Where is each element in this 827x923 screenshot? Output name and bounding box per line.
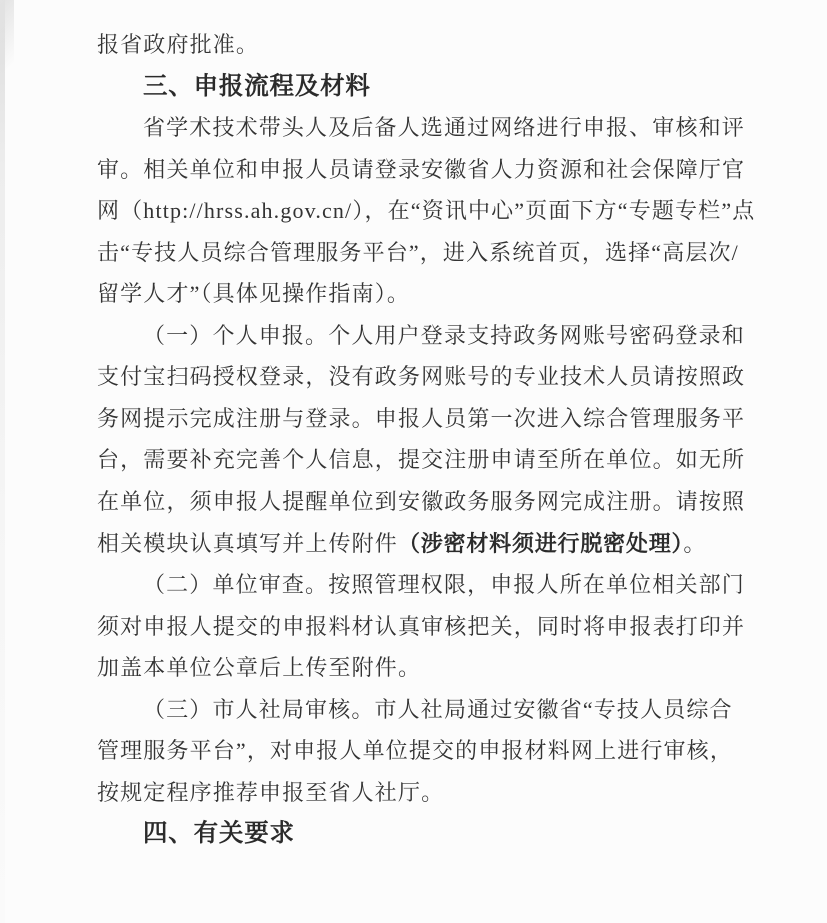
- scan-corner-artifact: [0, 0, 14, 90]
- text-run: 审。相关单位和申报人员请登录安徽省人力资源和社会保障厅官: [97, 156, 746, 182]
- text-line: [97, 356, 752, 398]
- text-run: 留学人才”（具体见操作指南）。: [97, 281, 411, 307]
- text-line: [97, 107, 752, 149]
- text-run: 。: [683, 530, 707, 556]
- section-heading: [97, 813, 752, 855]
- text-line: [97, 273, 752, 315]
- text-run: 在单位，须申报人提醒单位到安徽政务服务网完成注册。请按照: [97, 489, 746, 515]
- text-run: （一）个人申报。个人用户登录支持政务网账号密码登录和: [143, 322, 745, 348]
- text-line: [97, 772, 752, 814]
- bold-text-run: 三、申报流程及材料: [143, 72, 371, 100]
- text-line: [97, 689, 752, 731]
- text-run: 须对申报人提交的申报料材认真审核把关，同时将申报表打印并: [97, 613, 746, 639]
- bold-text-run: 四、有关要求: [143, 820, 295, 848]
- text-line: [97, 730, 752, 772]
- section-heading: [97, 66, 752, 108]
- text-run: 击“专技人员综合管理服务平台”，进入系统首页，选择“高层次/: [97, 239, 739, 265]
- text-run: 务网提示完成注册与登录。申报人员第一次进入综合管理服务平: [97, 405, 746, 431]
- text-line: [97, 398, 752, 440]
- text-run: 管理服务平台”，对申报人单位提交的申报材料网上进行审核，: [97, 738, 733, 764]
- text-run: 支付宝扫码授权登录，没有政务网账号的专业技术人员请按照政: [97, 364, 746, 390]
- bold-text-run: （涉密材料须进行脱密处理）: [397, 530, 684, 556]
- text-run: 网（http://hrss.ah.gov.cn/），在“资讯中心”页面下方“专题专栏”点: [97, 198, 756, 224]
- text-line: [97, 647, 752, 689]
- text-line: [97, 481, 752, 523]
- document-text-block: [97, 24, 756, 855]
- text-run: （二）单位审查。按照管理权限，申报人所在单位相关部门: [143, 572, 745, 598]
- text-line: [97, 315, 752, 357]
- text-run: （三）市人社局审核。市人社局通过安徽省“专技人员综合: [143, 696, 733, 722]
- text-run: 台，需要补充完善个人信息，提交注册申请至所在单位。如无所: [97, 447, 746, 473]
- text-line: [97, 523, 752, 565]
- text-line: [97, 439, 752, 481]
- text-line: [97, 606, 752, 648]
- text-run: 报省政府批准。: [97, 32, 260, 57]
- text-line: [97, 24, 752, 66]
- text-line: [97, 564, 752, 606]
- text-run: 相关模块认真填写并上传附件: [97, 530, 398, 556]
- text-line: [97, 190, 756, 232]
- text-run: 省学术技术带头人及后备人选通过网络进行申报、审核和评: [143, 115, 745, 141]
- text-run: 按规定程序推荐申报至省人社厅。: [97, 779, 445, 805]
- text-run: 加盖本单位公章后上传至附件。: [97, 655, 422, 681]
- text-line: [97, 232, 752, 274]
- scan-edge-artifact: [0, 0, 5, 923]
- text-line: [97, 149, 752, 191]
